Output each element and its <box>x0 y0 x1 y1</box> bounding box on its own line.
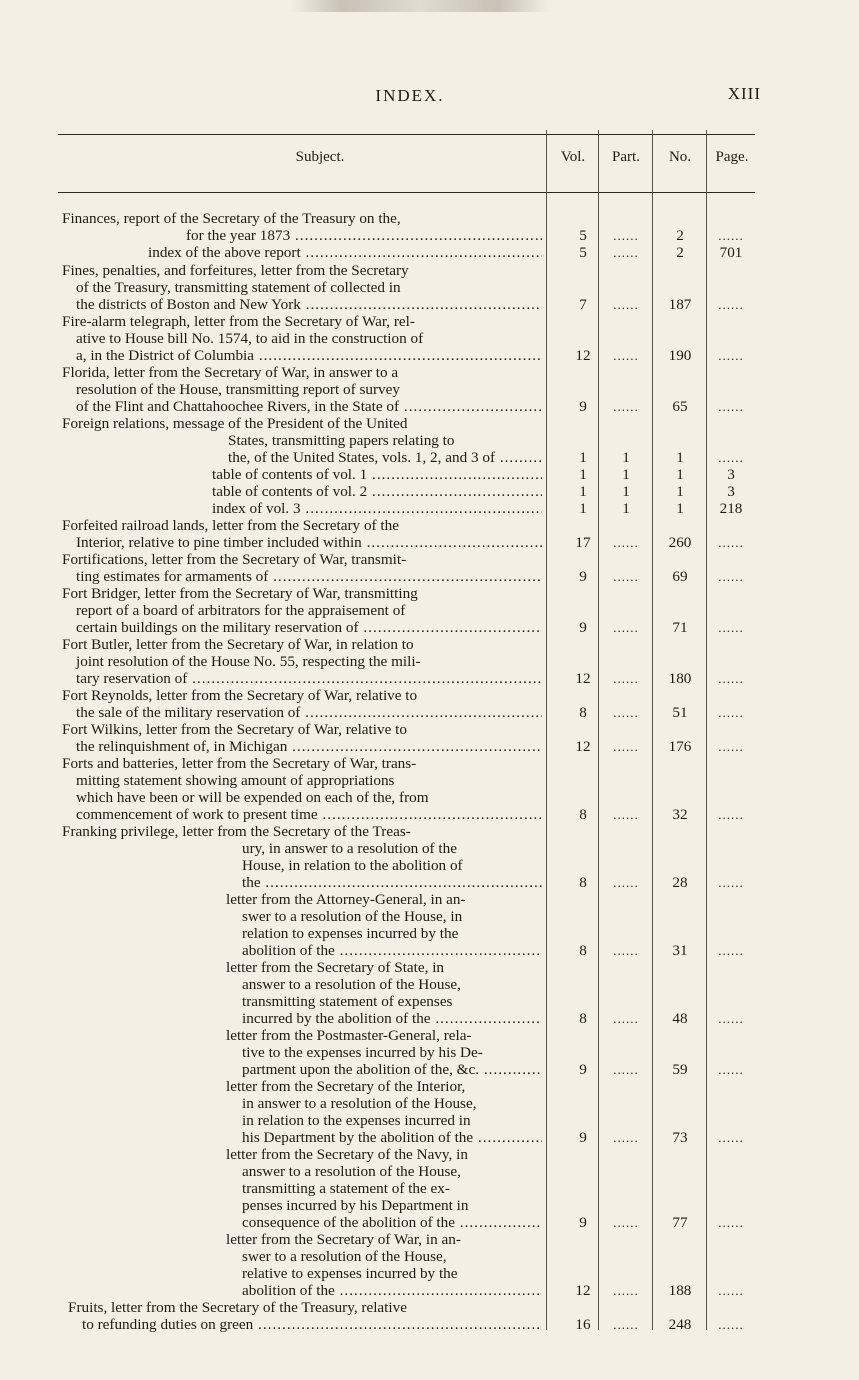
vol-cell: 1 <box>579 466 587 483</box>
no-cell: 188 <box>668 1282 692 1299</box>
part-cell: ...... <box>613 705 639 720</box>
page-cell: ...... <box>718 1011 744 1026</box>
subject-cell <box>62 1299 542 1333</box>
no-cell: 77 <box>672 1214 688 1231</box>
subject-line: in relation to the expenses incurred in <box>242 1112 471 1129</box>
subject-line: Foreign relations, message of the President of the United <box>62 415 408 432</box>
part-cell: ...... <box>613 671 639 686</box>
page-cell: 701 <box>719 244 743 261</box>
subject-cell <box>62 959 542 1027</box>
subject-line: the, of the United States, vols. 1, 2, and 3 of ..... <box>62 449 542 466</box>
vol-cell: 8 <box>579 1010 587 1027</box>
part-cell: 1 <box>622 449 630 466</box>
subject-line: tary reservation of ..... <box>62 670 542 687</box>
subject-cell <box>62 585 542 636</box>
part-cell: ...... <box>613 399 639 414</box>
subject-line: Forfeited railroad lands, letter from the Secretary of the <box>62 517 399 534</box>
no-cell: 180 <box>668 670 692 687</box>
page-cell: 3 <box>727 466 735 483</box>
subject-cell <box>62 891 542 959</box>
part-cell: ...... <box>613 943 639 958</box>
vol-cell: 12 <box>575 738 591 755</box>
page-cell: ...... <box>718 348 744 363</box>
subject-line: certain buildings on the military reservation of ..... <box>62 619 542 636</box>
subject-line: answer to a resolution of the House, <box>242 976 461 993</box>
page-cell: ...... <box>718 1130 744 1145</box>
page-cell: 3 <box>727 483 735 500</box>
part-cell: ...... <box>613 245 639 260</box>
subject-cell <box>62 517 542 551</box>
subject-line: Interior, relative to pine timber included within ..... <box>62 534 542 551</box>
vol-cell: 1 <box>579 500 587 517</box>
page-cell: ...... <box>718 1317 744 1332</box>
vol-cell: 9 <box>579 568 587 585</box>
column-header-page: Page. <box>715 149 749 165</box>
subject-line: States, transmitting papers relating to <box>228 432 455 449</box>
no-cell: 260 <box>668 534 692 551</box>
no-cell: 28 <box>672 874 688 891</box>
subject-line: Florida, letter from the Secretary of War, in answer to a <box>62 364 399 381</box>
no-cell: 59 <box>672 1061 688 1078</box>
subject-cell <box>62 244 542 261</box>
page-cell: ...... <box>718 739 744 754</box>
subject-cell <box>62 415 542 466</box>
no-cell: 65 <box>672 398 688 415</box>
subject-line: the sale of the military reservation of ..... <box>62 704 542 721</box>
no-cell: 48 <box>672 1010 688 1027</box>
part-cell: ...... <box>613 1011 639 1026</box>
page-cell: ...... <box>718 875 744 890</box>
part-cell: ...... <box>613 620 639 635</box>
vol-cell: 5 <box>579 244 587 261</box>
part-cell: ...... <box>613 1215 639 1230</box>
column-header-no: No. <box>668 149 692 165</box>
vol-cell: 8 <box>579 806 587 823</box>
no-cell: 69 <box>672 568 688 585</box>
subject-line: table of contents of vol. 2 ..... <box>62 483 542 500</box>
page-cell: ...... <box>718 228 744 243</box>
part-cell: 1 <box>622 466 630 483</box>
page-cell: ...... <box>718 943 744 958</box>
subject-line: for the year 1873 ..... <box>62 227 542 244</box>
column-divider <box>652 130 653 1330</box>
subject-line: Forts and batteries, letter from the Secretary of War, trans- <box>62 755 417 772</box>
vol-cell: 8 <box>579 874 587 891</box>
subject-line: report of a board of arbitrators for the appraisement of <box>76 602 406 619</box>
subject-line: Fruits, letter from the Secretary of the Treasury, relative <box>68 1299 407 1316</box>
subject-line: of the Flint and Chattahoochee Rivers, in the State of ..... <box>62 398 542 415</box>
no-cell: 1 <box>676 466 684 483</box>
no-cell: 32 <box>672 806 688 823</box>
subject-line: tive to the expenses incurred by his De- <box>242 1044 483 1061</box>
page-cell: ...... <box>718 450 744 465</box>
subject-line: letter from the Secretary of the Navy, in <box>226 1146 468 1163</box>
no-cell: 31 <box>672 942 688 959</box>
part-cell: ...... <box>613 348 639 363</box>
subject-line: incurred by the abolition of the ..... <box>62 1010 542 1027</box>
subject-line: penses incurred by his Department in <box>242 1197 469 1214</box>
no-cell: 2 <box>676 244 684 261</box>
subject-line: Fort Wilkins, letter from the Secretary of War, relative to <box>62 721 407 738</box>
subject-line: commencement of work to present time ..... <box>62 806 542 823</box>
no-cell: 248 <box>668 1316 692 1333</box>
subject-cell <box>62 755 542 823</box>
subject-line: ative to House bill No. 1574, to aid in the construction of <box>76 330 424 347</box>
page-cell: ...... <box>718 1283 744 1298</box>
subject-cell <box>62 1146 542 1231</box>
no-cell: 187 <box>668 296 692 313</box>
subject-line: index of vol. 3 ..... <box>62 500 542 517</box>
subject-line: relative to expenses incurred by the <box>242 1265 458 1282</box>
column-header-subject: Subject. <box>295 149 345 165</box>
subject-line: in answer to a resolution of the House, <box>242 1095 477 1112</box>
page-top-smudge <box>290 0 550 12</box>
vol-cell: 5 <box>579 227 587 244</box>
page-cell: ...... <box>718 1062 744 1077</box>
vol-cell: 12 <box>575 670 591 687</box>
part-cell: ...... <box>613 739 639 754</box>
part-cell: ...... <box>613 1130 639 1145</box>
no-cell: 1 <box>676 500 684 517</box>
subject-line: to refunding duties on green ..... <box>62 1316 542 1333</box>
subject-cell <box>62 636 542 687</box>
subject-line: Finances, report of the Secretary of the Treasury on the, <box>62 210 401 227</box>
subject-line: which have been or will be expended on each of the, from <box>76 789 429 806</box>
vol-cell: 9 <box>579 398 587 415</box>
subject-line: letter from the Secretary of the Interior, <box>226 1078 466 1095</box>
subject-line: Fines, penalties, and forfeitures, letter from the Secretary <box>62 262 409 279</box>
no-cell: 51 <box>672 704 688 721</box>
subject-line: Fortifications, letter from the Secretary of War, transmit- <box>62 551 407 568</box>
vol-cell: 1 <box>579 483 587 500</box>
page-cell: ...... <box>718 1215 744 1230</box>
vol-cell: 12 <box>575 347 591 364</box>
subject-cell <box>62 1231 542 1299</box>
part-cell: ...... <box>613 535 639 550</box>
vol-cell: 17 <box>575 534 591 551</box>
page-cell: 218 <box>719 500 743 517</box>
part-cell: ...... <box>613 1283 639 1298</box>
part-cell: ...... <box>613 1062 639 1077</box>
page-cell: ...... <box>718 620 744 635</box>
subject-line: partment upon the abolition of the, &c. ..... <box>62 1061 542 1078</box>
subject-line: Fire-alarm telegraph, letter from the Secretary of War, rel- <box>62 313 415 330</box>
subject-line: letter from the Secretary of State, in <box>226 959 445 976</box>
part-cell: 1 <box>622 500 630 517</box>
subject-line: ting estimates for armaments of ..... <box>62 568 542 585</box>
table-header-rule <box>58 192 755 193</box>
subject-line: the ..... <box>62 874 542 891</box>
subject-cell <box>62 313 542 364</box>
subject-line: Fort Reynolds, letter from the Secretary of War, relative to <box>62 687 418 704</box>
subject-cell <box>62 210 542 244</box>
page-number: XIII <box>727 84 761 103</box>
subject-line: abolition of the ..... <box>62 1282 542 1299</box>
subject-line: joint resolution of the House No. 55, respecting the mili- <box>76 653 421 670</box>
subject-line: a, in the District of Columbia ..... <box>62 347 542 364</box>
page-cell: ...... <box>718 671 744 686</box>
subject-line: relation to expenses incurred by the <box>242 925 459 942</box>
part-cell: ...... <box>613 569 639 584</box>
page-cell: ...... <box>718 569 744 584</box>
vol-cell: 1 <box>579 449 587 466</box>
part-cell: ...... <box>613 228 639 243</box>
subject-line: letter from the Attorney-General, in an- <box>226 891 466 908</box>
part-cell: ...... <box>613 297 639 312</box>
vol-cell: 9 <box>579 619 587 636</box>
page-title: INDEX. <box>375 86 445 105</box>
subject-cell <box>62 1027 542 1078</box>
no-cell: 1 <box>676 483 684 500</box>
subject-cell <box>62 483 542 500</box>
subject-cell <box>62 551 542 585</box>
part-cell: ...... <box>613 807 639 822</box>
subject-cell <box>62 687 542 721</box>
subject-line: of the Treasury, transmitting statement of collected in <box>76 279 401 296</box>
subject-cell <box>62 823 542 891</box>
no-cell: 71 <box>672 619 688 636</box>
subject-line: Fort Bridger, letter from the Secretary of War, transmitting <box>62 585 418 602</box>
page-cell: ...... <box>718 297 744 312</box>
subject-line: Fort Butler, letter from the Secretary of War, in relation to <box>62 636 414 653</box>
subject-line: index of the above report ..... <box>62 244 542 261</box>
vol-cell: 12 <box>575 1282 591 1299</box>
part-cell: ...... <box>613 875 639 890</box>
vol-cell: 8 <box>579 942 587 959</box>
subject-line: swer to a resolution of the House, <box>242 1248 447 1265</box>
subject-line: abolition of the ..... <box>62 942 542 959</box>
vol-cell: 16 <box>575 1316 591 1333</box>
no-cell: 176 <box>668 738 692 755</box>
subject-line: transmitting statement of expenses <box>242 993 453 1010</box>
vol-cell: 8 <box>579 704 587 721</box>
column-header-vol: Vol. <box>560 149 586 165</box>
page-cell: ...... <box>718 807 744 822</box>
vol-cell: 9 <box>579 1061 587 1078</box>
subject-line: the districts of Boston and New York ..... <box>62 296 542 313</box>
no-cell: 190 <box>668 347 692 364</box>
column-header-part: Part. <box>612 149 640 165</box>
table-top-rule <box>58 134 755 135</box>
subject-cell <box>62 500 542 517</box>
subject-cell <box>62 721 542 755</box>
subject-line: transmitting a statement of the ex- <box>242 1180 450 1197</box>
page-cell: ...... <box>718 705 744 720</box>
page-cell: ...... <box>718 535 744 550</box>
subject-line: letter from the Postmaster-General, rela- <box>226 1027 472 1044</box>
subject-line: answer to a resolution of the House, <box>242 1163 461 1180</box>
subject-line: Franking privilege, letter from the Secretary of the Treas- <box>62 823 411 840</box>
page-cell: ...... <box>718 399 744 414</box>
subject-line: letter from the Secretary of War, in an- <box>226 1231 461 1248</box>
subject-cell <box>62 466 542 483</box>
subject-line: resolution of the House, transmitting report of survey <box>76 381 400 398</box>
subject-line: mitting statement showing amount of appropriations <box>76 772 395 789</box>
no-cell: 1 <box>676 449 684 466</box>
column-divider <box>546 130 547 1330</box>
subject-line: House, in relation to the abolition of <box>242 857 463 874</box>
subject-line: the relinquishment of, in Michigan ..... <box>62 738 542 755</box>
vol-cell: 9 <box>579 1129 587 1146</box>
subject-line: his Department by the abolition of the ..... <box>62 1129 542 1146</box>
subject-line: swer to a resolution of the House, in <box>242 908 463 925</box>
vol-cell: 9 <box>579 1214 587 1231</box>
subject-cell <box>62 364 542 415</box>
part-cell: 1 <box>622 483 630 500</box>
subject-line: consequence of the abolition of the ..... <box>62 1214 542 1231</box>
subject-cell <box>62 262 542 313</box>
vol-cell: 7 <box>579 296 587 313</box>
no-cell: 2 <box>676 227 684 244</box>
subject-cell <box>62 1078 542 1146</box>
part-cell: ...... <box>613 1317 639 1332</box>
no-cell: 73 <box>672 1129 688 1146</box>
subject-line: table of contents of vol. 1 ..... <box>62 466 542 483</box>
subject-line: ury, in answer to a resolution of the <box>242 840 457 857</box>
